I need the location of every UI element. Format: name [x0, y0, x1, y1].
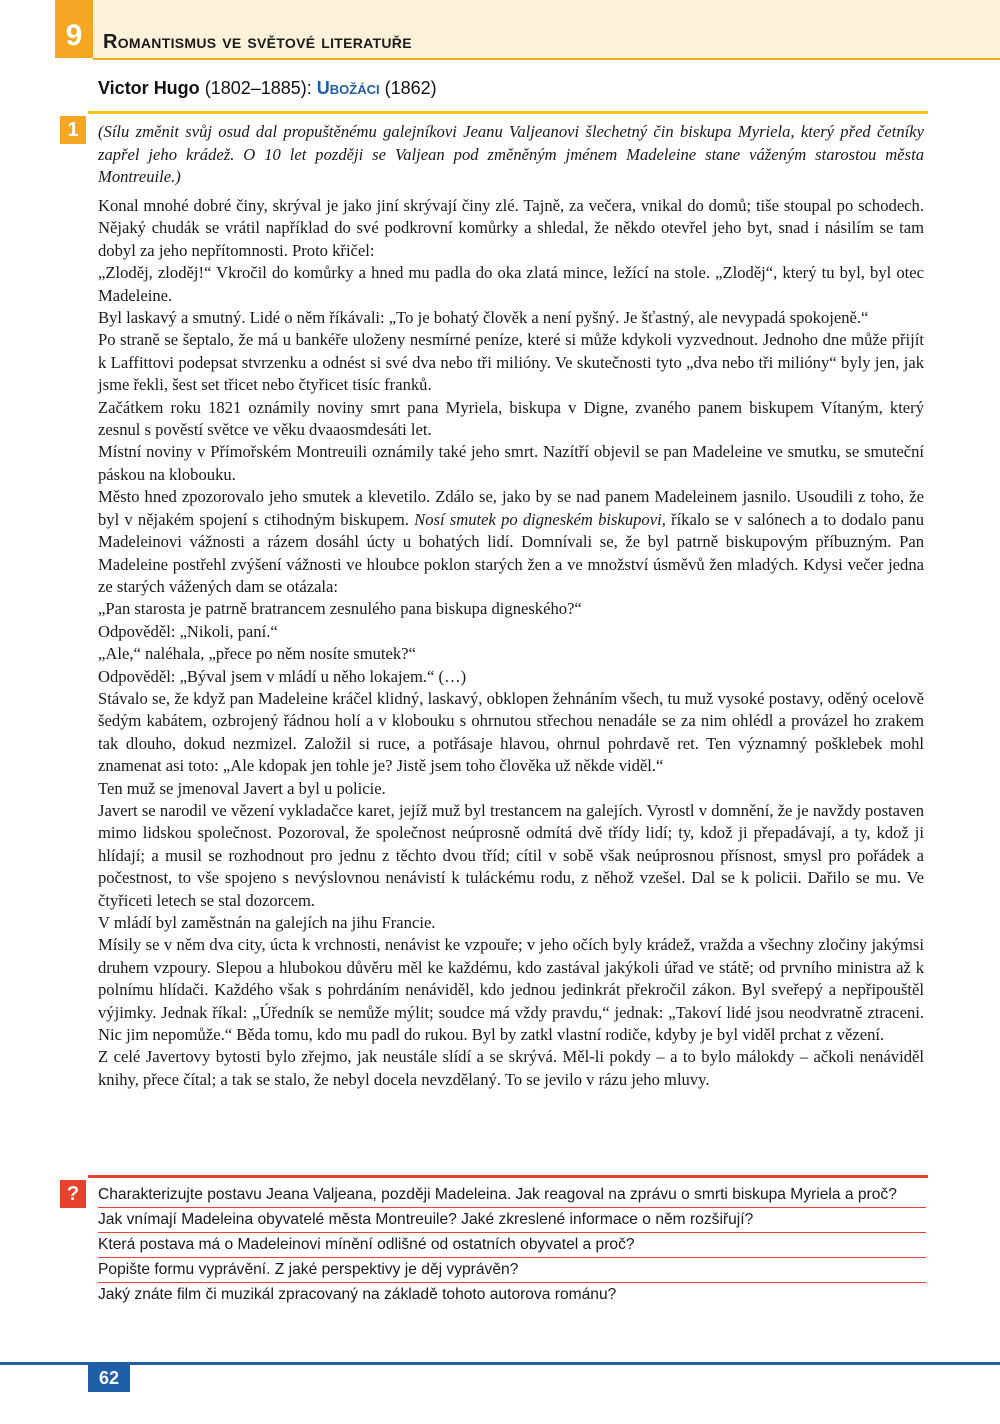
work-title: Ubožáci [316, 78, 380, 98]
paragraph: Odpověděl: „Býval jsem v mládí u něho lokajem.“ (…) [98, 666, 467, 686]
author-heading [98, 78, 437, 99]
question-item: Která postava má o Madeleinovi mínění odlišné od ostatních obyvatel a proč? [98, 1233, 926, 1258]
questions-divider [88, 1175, 928, 1178]
excerpt-text [98, 195, 924, 1091]
paragraph: „Ale,“ naléhala, „přece po něm nosíte smutek?“ [98, 644, 416, 664]
paragraph-part: Město hned zpozorovalo jeho smutek a klevetilo. Zdálo se, jako by se nad panem Madeleinem jasnilo. Usoudili z toho, že byl v nějakém spojení s ctihodným biskupem. [98, 487, 924, 529]
paragraph: Odpověděl: „Nikoli, paní.“ [98, 621, 278, 641]
question-item: Jaký znáte film či muzikál zpracovaný na základě tohoto autorova románu? [98, 1286, 617, 1303]
paragraph [98, 486, 924, 598]
paragraph: Konal mnohé dobré činy, skrýval je jako jiní skrývají činy zlé. Tajně, za večera, vnikal do domů; tiše stoupal po schodech. Nějaký chudák se vrátil například do své podkrovní komůrky a shledal, že někdo otevřel jeho byt, snad i násilím se tam dobyl za jeho nepřítomnosti. Proto křičel: [98, 196, 924, 260]
paragraph: Javert se narodil ve vězení vykladačce karet, jejíž muž byl trestancem na galejích. Vyrostl v domnění, že je navždy postaven mimo lidskou společnost. Pozoroval, že společnost neúprosně odmítá dvě třídy lidí; ty, kdož ji přepadávají, a ty, kdož ji hlídají; a musil se rozhodnout pro jednu z těchto dvou tříd; cítil v sobě však neúprosnou přísnost, smysl pro pořádek a počestnost, to vše spojeno s nevýslovnou nenávistí k tuláckému rodu, z něhož vzešel. Dal se k policii. Dařilo se mu. Ve čtyřiceti letech se stal dozorcem. [98, 800, 924, 910]
paragraph: Místní noviny v Přímořském Montreuili oznámily také jeho smrt. Nazítří objevil se pan Madeleine ve smutku, se smuteční páskou na klobouku. [98, 442, 924, 484]
page-number: 62 [88, 1362, 130, 1392]
paragraph: Mísily se v něm dva city, úcta k vrchnosti, nenávist ke vzpouře; v jeho očích byly krádež, vražda a všechny zločiny jakýmsi druhem vzpoury. Slepou a hlubokou důvěru měl ke každému, kdo zastával jakýkoli úřad ve státě; od prvního ministra až k polnímu hlídači. Každého však s pohrdáním nenáviděl, kdo jednou jedinkrát překročil zákon. Byl sveřepý a nepřipouštěl výjimky. Jednak říkal: „Úředník se nemůže mýlit; soudce má vždy pravdu,“ jednak: „Takoví lidé jsou neodvratně ztraceni. Nic jim nepomůže.“ Běda tomu, kdo mu padl do rukou. Byl by zatkl vlastní rodiče, kdyby je byl viděl prchat z vězení. [98, 935, 924, 1045]
excerpt-divider [88, 111, 928, 114]
excerpt-intro: (Sílu změnit svůj osud dal propuštěnému galejníkovi Jeanu Valjeanovi šlechetný čin biskupa Myriela, který před četníky zapřel jeho krádež. O 10 let později se Valjean pod změněným jménem Madeleine stane váženým starostou města Montreuile.) [98, 122, 924, 186]
question-mark-icon: ? [60, 1180, 86, 1208]
paragraph: Stávalo se, že když pan Madeleine kráčel klidný, laskavý, obklopen žehnáním všech, tu muž vysoké postavy, oděný ocelově šedým kabátem, ozbrojený řádnou holí a v klobouku s ohrnutou střechou nenadále se za nim ohlédl a provázel ho zrakem tak dlouho, dokud nezmizel. Založil si ruce, a potřásaje hlavou, ohrnul pohrdavě ret. Ten významný pošklebek mohl znamenat asi toto: „Ale kdopak jen tohle je? Jistě jsem toho člověka už někde viděl.“ [98, 688, 924, 776]
paragraph: Z celé Javertovy bytosti bylo zřejmo, jak neustále slídí a se skrývá. Měl-li pokdy – a to bylo málokdy – ačkoli nenáviděl knihy, přece čítal; a tak se stalo, že nebyl docela nevzdělaný. To se jevilo v rázu jeho mluvy. [98, 1047, 924, 1089]
chapter-title: Romantismus ve světové literatuře [103, 31, 412, 53]
paragraph: Byl laskavý a smutný. Lidé o něm říkávali: „To je bohatý člověk a není pyšný. Je šťastný, ale nevypadá spokojeně.“ [98, 308, 869, 328]
paragraph-part: říkalo se v salónech a to dodalo panu Madeleinovi vážnosti a rázem dosáhl úcty u bohatých lidí. Domnívali se, že byl patrně biskupovým příbuzným. Pan Madeleine postřehl zvýšení vážnosti ve hloubce poklon starých žen a ve množství úsměvů žen mladých. Kdysi večer jedna ze starých vážených dam se otázala: [98, 509, 925, 596]
author-years: (1802–1885): [204, 78, 312, 98]
question-item: Charakterizujte postavu Jeana Valjeana, později Madeleina. Jak reagoval na zprávu o smrti biskupa Myriela a proč? [98, 1183, 926, 1208]
paragraph-italic-part: Nosí smutek po digneském biskupovi, [414, 509, 666, 529]
paragraph: Ten muž se jmenoval Javert a byl u policie. [98, 778, 386, 798]
paragraph: V mládí byl zaměstnán na galejích na jihu Francie. [98, 913, 436, 932]
question-item: Popište formu vyprávění. Z jaké perspektivy je děj vyprávěn? [98, 1258, 926, 1283]
paragraph: Po straně se šeptalo, že má u bankéře uloženy nesmírné peníze, které si může kdykoli vyzvednout. Jednoho dne může přijít k Laffittovi podepsat stvrzenku a odnést si své dva nebo tři milióny. Ve skutečnosti tyto „dva nebo tři milióny“ byly jen, jak jsme řekli, šest set třicet nebo čtyřicet tisíc franků. [98, 330, 924, 395]
author-name: Victor Hugo [98, 78, 200, 98]
header-divider [93, 58, 1000, 60]
questions-list [98, 1183, 928, 1307]
paragraph: Začátkem roku 1821 oznámily noviny smrt pana Myriela, biskupa v Digne, zvaného panem biskupem Vítaným, který zesnul s pověstí světce ve věku dvaaosmdesáti let. [98, 397, 924, 440]
excerpt-number-badge: 1 [60, 116, 86, 144]
footer-divider [0, 1362, 1000, 1365]
paragraph: „Zloděj, zloděj!“ Vkročil do komůrky a hned mu padla do oka zlatá mince, ležící na stole. „Zloděj“, který tu byl, byl otec Madeleine. [98, 263, 924, 305]
work-year: (1862) [384, 78, 437, 98]
question-item: Jak vnímají Madeleina obyvatelé města Montreuile? Jaké zkreslené informace o něm rozšiřují? [98, 1208, 926, 1233]
paragraph: „Pan starosta je patrně bratrancem zesnulého pana biskupa digneského?“ [98, 599, 582, 619]
chapter-number-badge: 9 [55, 0, 93, 58]
